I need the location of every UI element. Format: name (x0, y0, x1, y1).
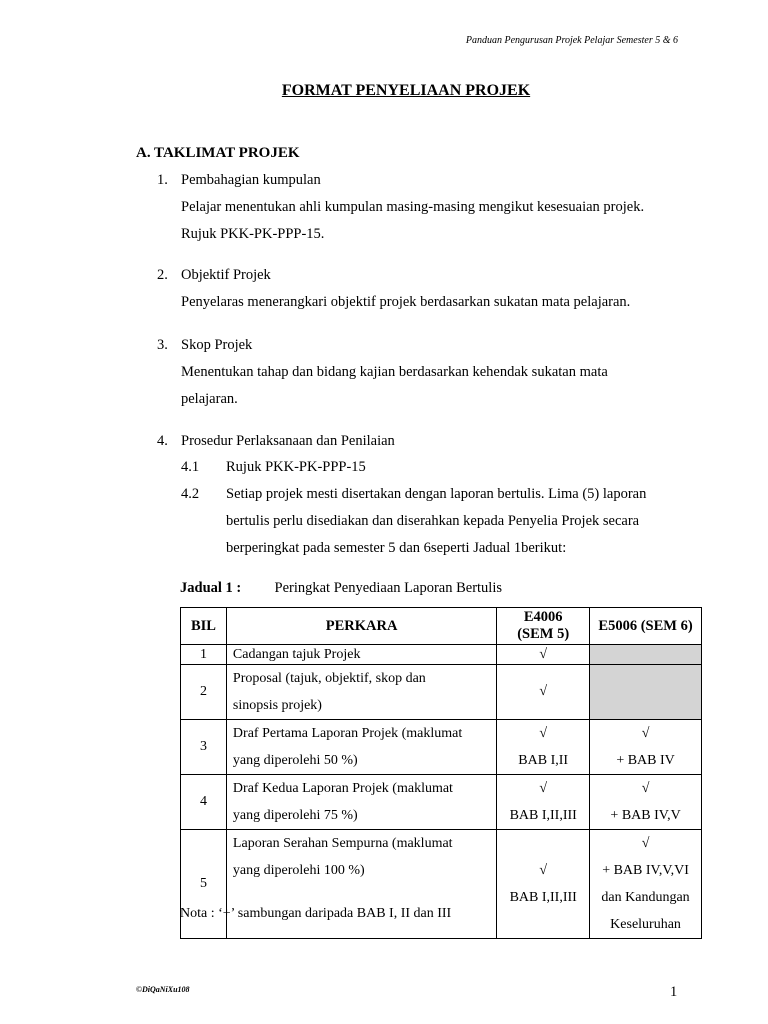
copyright-text: ©DiQaNiXu108 (136, 985, 190, 994)
item-number: 3. (157, 337, 168, 353)
cell-bil: 3 (181, 720, 227, 775)
table-row (181, 830, 702, 939)
cell-perkara (226, 775, 496, 830)
subitem-text: Setiap projek mesti disertakan dengan laporan bertulis. Lima (5) laporan (226, 486, 647, 502)
cell-perkara: Cadangan tajuk Projek (226, 645, 496, 665)
table-caption-label: Jadual 1 : (180, 580, 242, 596)
item-title: Objektif Projek (181, 267, 271, 283)
chapter-text: + BAB IV (616, 753, 675, 768)
cell-sem6 (590, 720, 702, 775)
cell-sem6 (590, 775, 702, 830)
cell-perkara-line: yang diperolehi 75 %) (232, 808, 358, 823)
subitem-text: Rujuk PKK-PK-PPP-15 (226, 459, 366, 475)
subitem-number: 4.2 (181, 486, 200, 502)
cell-sem6-shaded (590, 665, 702, 720)
checkmark: √ (539, 726, 548, 741)
subitem-number: 4.1 (181, 459, 200, 475)
checkmark: √ (641, 781, 650, 796)
item-number: 1. (157, 172, 168, 188)
subitem-text: bertulis perlu disediakan dan diserahkan kepada Penyelia Projek secara (226, 513, 640, 529)
cell-sem6-shaded (590, 645, 702, 665)
report-schedule-table (180, 607, 702, 939)
item-text: Pelajar menentukan ahli kumpulan masing-masing mengikut kesesuaian projek. (181, 199, 645, 215)
chapter-text: dan Kandungan (601, 890, 690, 905)
col-header-perkara: PERKARA (226, 608, 496, 645)
cell-perkara-line: yang diperolehi 100 %) (232, 863, 365, 878)
item-number: 2. (157, 267, 168, 283)
running-header: Panduan Pengurusan Projek Pelajar Semester 5 & 6 (465, 35, 678, 46)
item-text: pelajaran. (181, 391, 238, 407)
subitem-text: berperingkat pada semester 5 dan 6seperti Jadual 1berikut: (226, 540, 567, 556)
chapter-text: + BAB IV,V,VI (602, 863, 689, 878)
cell-perkara-line: Draf Pertama Laporan Projek (maklumat (232, 726, 463, 741)
page-number: 1 (670, 984, 678, 1000)
page-title: FORMAT PENYELIAAN PROJEK (281, 82, 531, 99)
checkmark: √ (539, 781, 548, 796)
table-row (181, 775, 702, 830)
chapter-text: BAB I,II,III (509, 890, 577, 905)
checkmark: √ (539, 863, 548, 878)
item-title: Prosedur Perlaksanaan dan Penilaian (181, 433, 395, 449)
cell-perkara-line: Draf Kedua Laporan Projek (maklumat (232, 781, 453, 796)
cell-bil: 5 (181, 830, 227, 939)
cell-perkara-line: yang diperolehi 50 %) (232, 753, 358, 768)
cell-perkara-line: sinopsis projek) (232, 698, 322, 713)
table-header-row (181, 608, 702, 645)
cell-sem5 (497, 720, 590, 775)
table-note: Nota : ‘+’ sambungan daripada BAB I, II dan III (180, 906, 452, 921)
item-number: 4. (157, 433, 168, 449)
col-header-e4006 (497, 608, 590, 645)
section-heading: A. TAKLIMAT PROJEK (136, 145, 300, 161)
cell-perkara (226, 830, 496, 939)
cell-sem5 (497, 830, 590, 939)
table-caption (180, 580, 502, 597)
table-caption-text: Peringkat Penyediaan Laporan Bertulis (274, 580, 503, 596)
cell-bil: 1 (181, 645, 227, 665)
item-title: Skop Projek (181, 337, 253, 353)
chapter-text: BAB I,II,III (509, 808, 577, 823)
cell-perkara-line: Laporan Serahan Sempurna (maklumat (232, 836, 453, 851)
checkmark: √ (641, 726, 650, 741)
item-text: Rujuk PKK-PK-PPP-15. (181, 226, 325, 242)
col-header-e4006-line1: E4006 (523, 609, 563, 625)
cell-sem5: √ (497, 665, 590, 720)
cell-perkara (226, 665, 496, 720)
item-text: Menentukan tahap dan bidang kajian berdasarkan kehendak sukatan mata (181, 364, 608, 380)
col-header-e4006-line2: (SEM 5) (517, 626, 570, 642)
item-text: Penyelaras menerangkari objektif projek berdasarkan sukatan mata pelajaran. (181, 294, 631, 310)
cell-perkara (226, 720, 496, 775)
chapter-text: Keseluruhan (610, 917, 681, 932)
cell-sem5 (497, 775, 590, 830)
table-row (181, 645, 702, 665)
col-header-bil: BIL (181, 608, 227, 645)
item-title: Pembahagian kumpulan (181, 172, 321, 188)
cell-sem5: √ (497, 645, 590, 665)
cell-bil: 2 (181, 665, 227, 720)
checkmark: √ (641, 836, 650, 851)
chapter-text: + BAB IV,V (610, 808, 681, 823)
cell-sem6 (590, 830, 702, 939)
cell-perkara-line: Proposal (tajuk, objektif, skop dan (232, 671, 426, 686)
table-row (181, 665, 702, 720)
col-header-e5006: E5006 (SEM 6) (590, 608, 702, 645)
chapter-text: BAB I,II (518, 753, 569, 768)
cell-bil: 4 (181, 775, 227, 830)
table-row (181, 720, 702, 775)
